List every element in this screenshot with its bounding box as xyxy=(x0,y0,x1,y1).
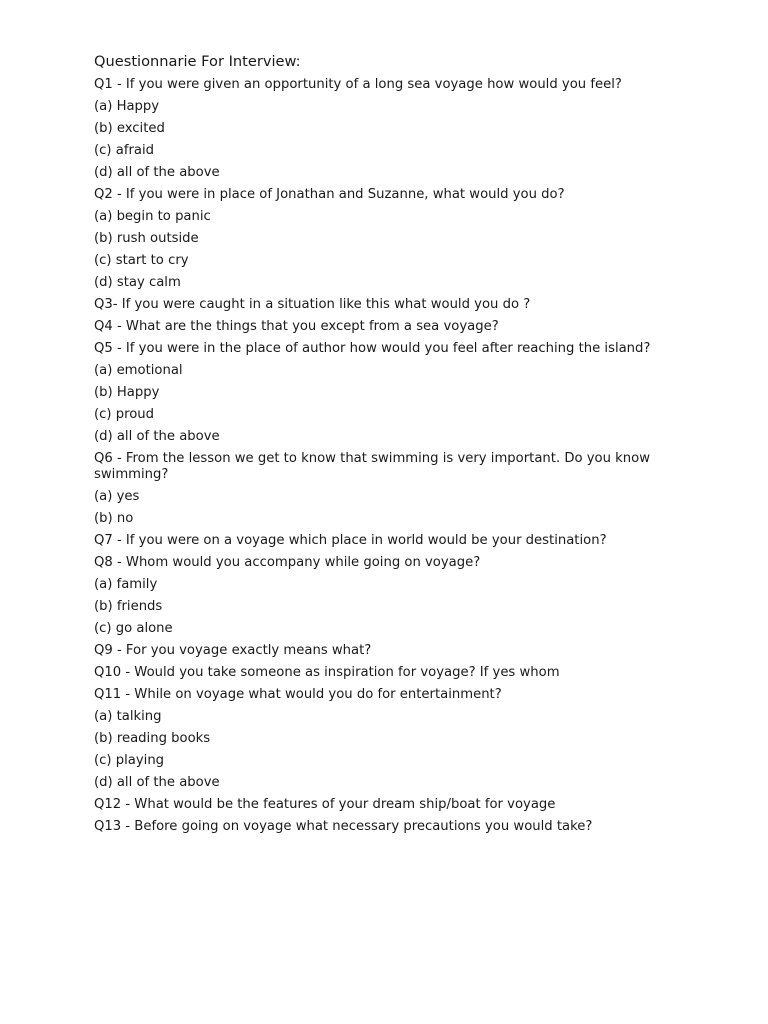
answer-option: (b) no xyxy=(94,511,134,526)
question-text: Q2 - If you were in place of Jonathan and Suzanne, what would you do? xyxy=(94,187,565,202)
question-text: Q11 - While on voyage what would you do for entertainment? xyxy=(94,687,502,702)
answer-option: (b) reading books xyxy=(94,731,211,746)
answer-option: (a) talking xyxy=(94,709,162,724)
answer-option: (b) rush outside xyxy=(94,231,199,246)
question-text: Q1 - If you were given an opportunity of a long sea voyage how would you feel? xyxy=(94,77,622,92)
question-text: Q10 - Would you take someone as inspiration for voyage? If yes whom xyxy=(94,665,560,680)
answer-option: (a) begin to panic xyxy=(94,209,211,224)
questionnaire-body xyxy=(94,77,688,835)
answer-option: (d) all of the above xyxy=(94,165,220,180)
question-text: Q7 - If you were on a voyage which place in world would be your destination? xyxy=(94,533,607,548)
question-text: Q5 - If you were in the place of author how would you feel after reaching the island? xyxy=(94,341,651,356)
question-text: Q9 - For you voyage exactly means what? xyxy=(94,643,372,658)
answer-option: (a) family xyxy=(94,577,158,592)
answer-option: (d) all of the above xyxy=(94,429,220,444)
answer-option: (c) afraid xyxy=(94,143,154,158)
answer-option: (b) friends xyxy=(94,599,163,614)
document-title: Questionnarie For Interview: xyxy=(94,53,301,70)
answer-option: (c) start to cry xyxy=(94,253,189,268)
question-text: Q6 - From the lesson we get to know that swimming is very important. Do you know swimming? xyxy=(94,451,651,482)
question-text: Q8 - Whom would you accompany while going on voyage? xyxy=(94,555,481,570)
question-text: Q3- If you were caught in a situation like this what would you do ? xyxy=(94,297,531,312)
question-text: Q4 - What are the things that you except from a sea voyage? xyxy=(94,319,499,334)
answer-option: (a) Happy xyxy=(94,99,160,114)
answer-option: (b) Happy xyxy=(94,385,160,400)
answer-option: (c) go alone xyxy=(94,621,173,636)
answer-option: (a) yes xyxy=(94,489,140,504)
answer-option: (c) proud xyxy=(94,407,155,422)
answer-option: (d) stay calm xyxy=(94,275,181,290)
answer-option: (c) playing xyxy=(94,753,165,768)
answer-option: (d) all of the above xyxy=(94,775,220,790)
question-text: Q13 - Before going on voyage what necessary precautions you would take? xyxy=(94,819,593,834)
answer-option: (b) excited xyxy=(94,121,165,136)
question-text: Q12 - What would be the features of your dream ship/boat for voyage xyxy=(94,797,556,812)
answer-option: (a) emotional xyxy=(94,363,183,378)
